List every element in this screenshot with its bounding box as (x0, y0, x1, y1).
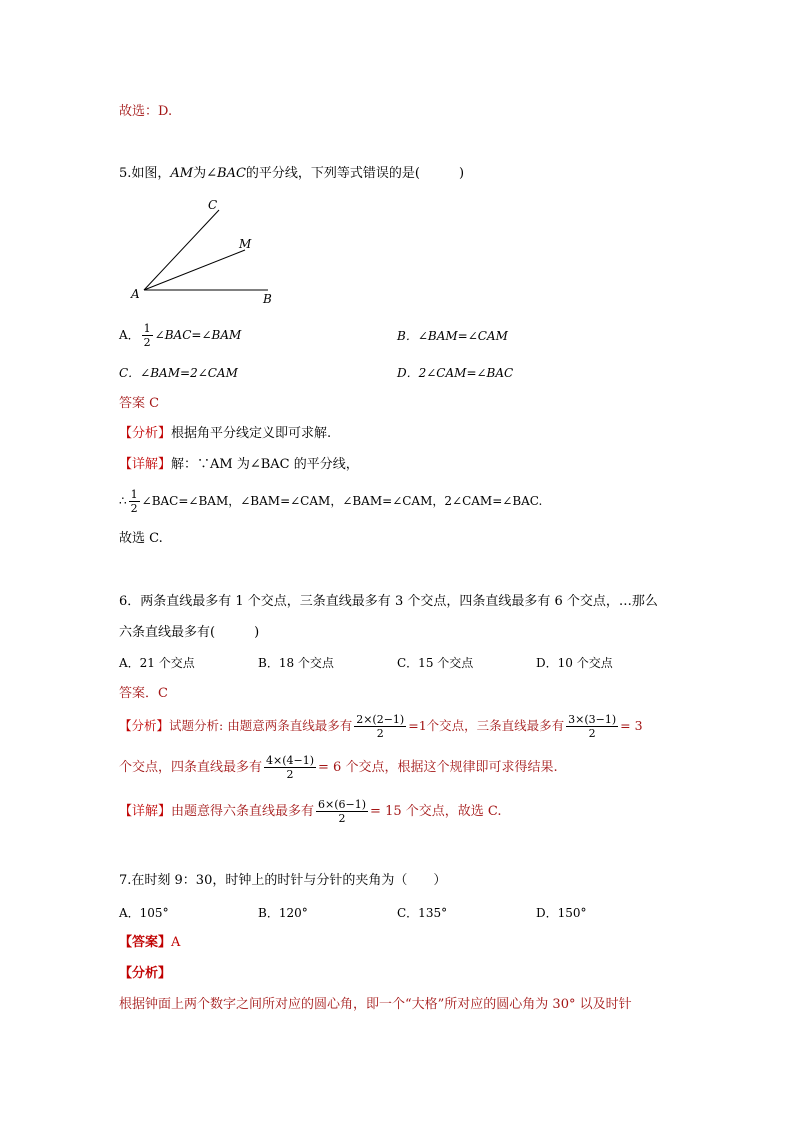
ray-ac (144, 210, 219, 290)
q5-option-a-prefix: A． (119, 328, 140, 342)
fraction-num: 1 (130, 488, 138, 501)
detail-text: 解：∵AM 为∠BAC 的平分线， (171, 457, 359, 472)
q6-stem-line1: 6．两条直线最多有 1 个交点，三条直线最多有 3 个交点，四条直线最多有 6 个交点，…那么 (119, 594, 658, 609)
fraction-den: 2 (338, 812, 346, 825)
q6-option-a: A．21 个交点 (119, 656, 195, 670)
therefore-symbol: ∴ (119, 494, 127, 508)
analysis-text-1: 试题分析: 由题意两条直线最多有 (169, 718, 353, 733)
ray-am (144, 250, 245, 290)
q5-analysis (119, 426, 331, 442)
fraction-den: 2 (130, 502, 138, 515)
analysis-l2-text-1: 个交点，四条直线最多有 (119, 760, 263, 775)
q5-stem-suffix: 的平分线，下列等式错误的是( ) (245, 166, 465, 181)
fraction-2-lines (354, 713, 406, 740)
fraction-den: 2 (286, 768, 294, 781)
analysis-l2-text-2: = 6 个交点，根据这个规律即可求得结果. (318, 760, 558, 775)
detail-tag: 【详解】 (119, 457, 172, 472)
q7-option-d: D．150° (536, 906, 587, 920)
analysis-tag: 【分析】 (119, 718, 170, 733)
q5-stem (119, 166, 464, 182)
q5-answer: 答案 C (119, 396, 160, 411)
q5-stem-mid: 为∠ (193, 166, 218, 181)
label-m: M (239, 237, 252, 251)
q5-stem-bac: BAC (217, 166, 246, 181)
q5-option-c: C．∠BAM=2∠CAM (119, 366, 238, 380)
q6-option-d: D．10 个交点 (536, 656, 613, 670)
label-a: A (131, 287, 140, 301)
fraction-num: 6×(6−1) (318, 798, 367, 811)
fraction-den: 2 (143, 336, 151, 349)
fraction-half (129, 488, 140, 515)
q5-option-b: B．∠BAM=∠CAM (397, 329, 508, 343)
q6-answer: 答案．C (119, 686, 168, 701)
fraction-den: 2 (376, 727, 384, 740)
label-b: B (263, 292, 272, 306)
answer-value: A (171, 935, 181, 950)
fraction-den: 2 (588, 727, 596, 740)
q5-stem-prefix: 5.如图， (119, 166, 171, 181)
therefore-text: ∠BAC=∠BAM，∠BAM=∠CAM，∠BAM=∠CAM，2∠CAM=∠BAC. (141, 494, 543, 508)
q5-option-a-text: ∠BAC=∠BAM (154, 328, 242, 342)
analysis-tag: 【分析】 (119, 426, 172, 441)
fraction-4-lines (264, 754, 316, 781)
q7-option-c: C．135° (397, 906, 448, 920)
answer-tag: 【答案】 (119, 935, 172, 950)
fraction-3-lines (566, 713, 618, 740)
q7-option-b: B．120° (258, 906, 308, 920)
fraction-num: 4×(4−1) (266, 754, 315, 767)
fraction-half (142, 322, 153, 349)
q6-stem-line2: 六条直线最多有( ) (119, 625, 260, 640)
q5-detail (119, 457, 359, 473)
analysis-text-2: =1个交点，三条直线最多有 (408, 718, 565, 733)
angle-bisector-figure (126, 196, 296, 308)
analysis-text-3: = 3 (620, 718, 643, 733)
fraction-num: 1 (143, 322, 151, 335)
q5-stem-am: AM (170, 166, 194, 181)
q6-detail (119, 798, 502, 825)
detail-text-1: 由题意得六条直线最多有 (171, 804, 315, 819)
q7-analysis-text: 根据钟面上两个数字之间所对应的圆心角，即一个“大格”所对应的圆心角为 30° 以及时针 (119, 997, 632, 1012)
q6-option-c: C．15 个交点 (397, 656, 474, 670)
fraction-num: 3×(3−1) (568, 713, 617, 726)
q5-therefore-line (119, 488, 542, 515)
fraction-6-lines (316, 798, 368, 825)
fraction-num: 2×(2−1) (356, 713, 405, 726)
q6-analysis-line1 (119, 713, 643, 740)
q6-option-b: B．18 个交点 (258, 656, 334, 670)
detail-tag: 【详解】 (119, 804, 172, 819)
q5-option-a (119, 322, 241, 349)
analysis-text: 根据角平分线定义即可求解. (171, 426, 332, 441)
q5-option-d: D．2∠CAM=∠BAC (397, 366, 514, 380)
q6-analysis-line2 (119, 754, 558, 781)
previous-conclusion: 故选：D. (119, 104, 173, 119)
detail-text-2: = 15 个交点，故选 C. (370, 804, 502, 819)
q7-stem: 7.在时刻 9：30，时钟上的时针与分针的夹角为（ ） (119, 873, 447, 888)
q7-option-a: A．105° (119, 906, 169, 920)
label-c: C (208, 198, 218, 212)
q5-conclusion: 故选 C. (119, 531, 163, 546)
q7-answer (119, 935, 180, 951)
q7-analysis-tag: 【分析】 (119, 966, 172, 981)
